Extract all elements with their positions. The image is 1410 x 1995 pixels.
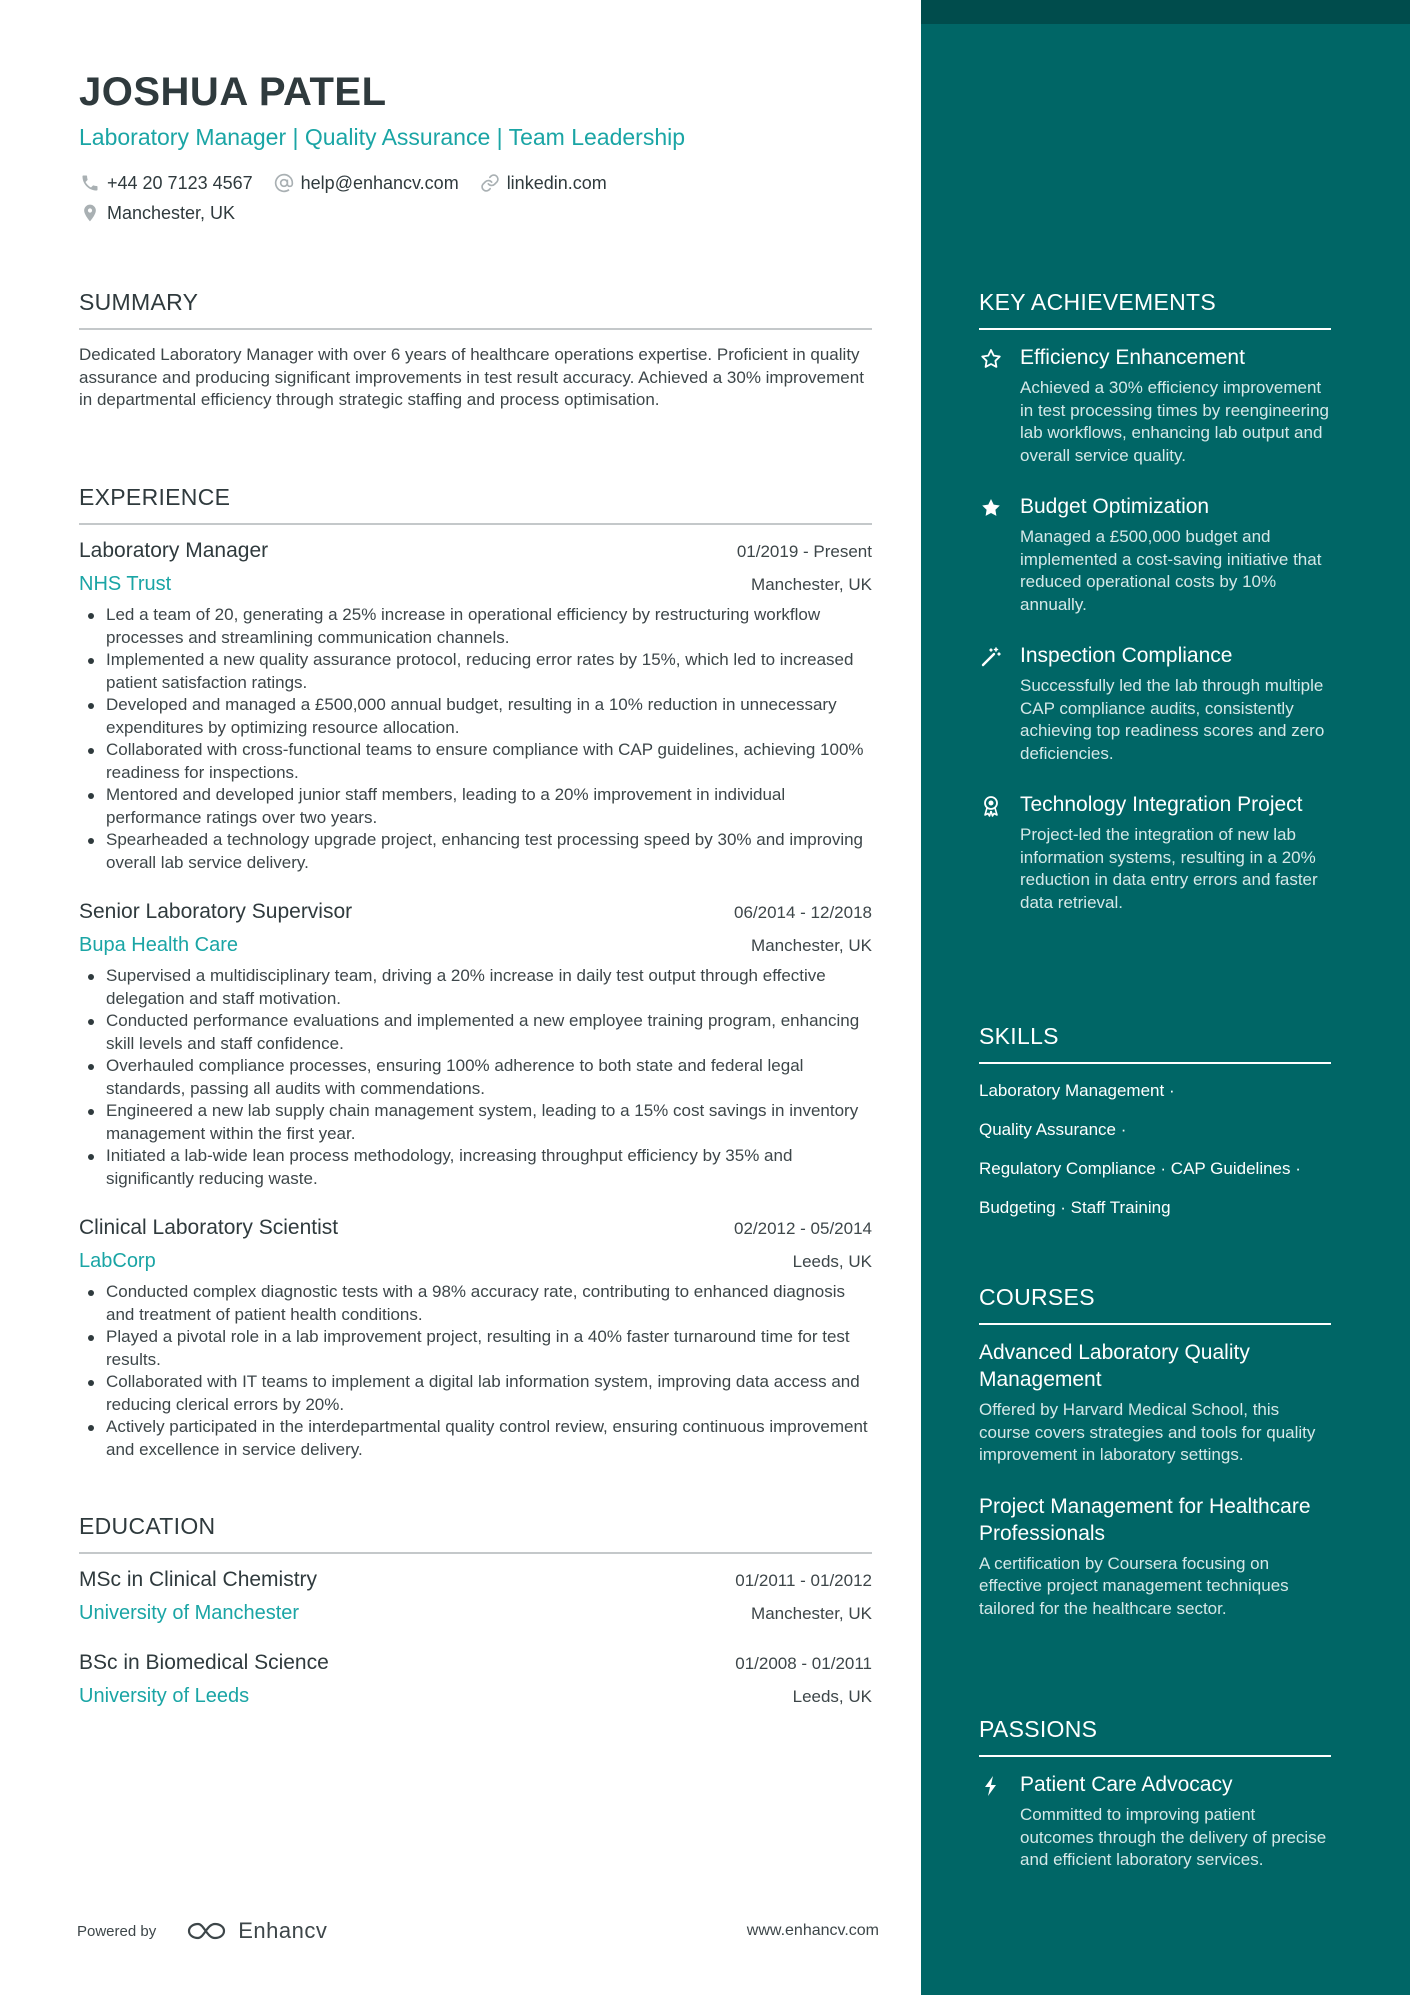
passion-title: Patient Care Advocacy bbox=[1020, 1773, 1233, 1796]
course-title: Advanced Laboratory Quality Management bbox=[979, 1341, 1250, 1391]
achievement-desc: Managed a £500,000 budget and implemented a cost-saving initiative that reduced operational costs by 10% annually. bbox=[1020, 527, 1322, 614]
linkedin-text: linkedin.com bbox=[506, 172, 607, 193]
passion-item bbox=[979, 1771, 1331, 1872]
phone-item[interactable] bbox=[79, 172, 253, 194]
achievement-title: Efficiency Enhancement bbox=[1020, 346, 1245, 369]
link-icon bbox=[479, 172, 501, 194]
bullet-item: Engineered a new lab supply chain management system, leading to a 15% cost savings in inventory management within the first year. bbox=[79, 1100, 872, 1145]
job-entry bbox=[79, 900, 872, 1190]
degree: BSc in Biomedical Science bbox=[79, 1651, 329, 1674]
website-link[interactable]: www.enhancv.com bbox=[746, 1922, 879, 1939]
job-location: Leeds, UK bbox=[792, 1252, 872, 1271]
bullet-item: Spearheaded a technology upgrade project, enhancing test processing speed by 30% and improving overall lab service delivery. bbox=[79, 829, 872, 874]
star-outline-icon bbox=[979, 347, 1003, 371]
at-sign-icon bbox=[273, 172, 295, 194]
job-date: 06/2014 - 12/2018 bbox=[733, 903, 872, 922]
skills-list bbox=[979, 1080, 1331, 1219]
bullet-item: Conducted performance evaluations and implemented a new employee training program, enhancing skill levels and staff confidence. bbox=[79, 1010, 872, 1055]
job-company: LabCorp bbox=[79, 1250, 156, 1272]
achievement-item bbox=[979, 493, 1331, 616]
skill-line: Laboratory Management · bbox=[979, 1081, 1175, 1100]
education-entry bbox=[79, 1568, 872, 1625]
candidate-name: JOSHUA PATEL bbox=[79, 70, 387, 114]
job-title: Laboratory Manager bbox=[79, 539, 269, 562]
enhancv-logo[interactable] bbox=[184, 1918, 327, 1944]
skill-line: Regulatory Compliance · CAP Guidelines · bbox=[979, 1159, 1301, 1178]
courses-title: COURSES bbox=[979, 1284, 1331, 1325]
education-date: 01/2011 - 01/2012 bbox=[735, 1571, 872, 1590]
lightning-icon bbox=[979, 1774, 1003, 1798]
bullet-item: Collaborated with IT teams to implement a digital lab information system, improving data access and reducing clerical errors by 20%. bbox=[79, 1371, 872, 1416]
location-pin-icon bbox=[79, 202, 101, 224]
education-location: Manchester, UK bbox=[751, 1604, 872, 1623]
contact-info bbox=[79, 171, 627, 231]
job-title: Senior Laboratory Supervisor bbox=[79, 900, 353, 923]
job-entry bbox=[79, 539, 872, 874]
footer bbox=[77, 1916, 879, 1946]
skills-section bbox=[979, 1023, 1331, 1236]
achievement-item bbox=[979, 344, 1331, 467]
star-filled-icon bbox=[979, 496, 1003, 520]
job-entry bbox=[79, 1216, 872, 1461]
summary-title: SUMMARY bbox=[79, 289, 872, 330]
school: University of Manchester bbox=[79, 1602, 300, 1624]
experience-section bbox=[79, 484, 872, 1461]
headline: Laboratory Manager | Quality Assurance | Team Leadership bbox=[79, 124, 686, 150]
job-date: 02/2012 - 05/2014 bbox=[733, 1219, 872, 1238]
linkedin-item[interactable] bbox=[479, 172, 607, 194]
bullet-item: Overhauled compliance processes, ensuring 100% adherence to both state and federal legal standards, passing all audits with commendations. bbox=[79, 1055, 872, 1100]
bullet-item: Led a team of 20, generating a 25% increase in operational efficiency by restructuring workflow processes and streamlining communication channels. bbox=[79, 604, 872, 649]
courses-section bbox=[979, 1284, 1331, 1620]
job-location: Manchester, UK bbox=[751, 575, 872, 594]
enhancv-logo-text: Enhancv bbox=[238, 1918, 328, 1943]
bullet-item: Actively participated in the interdepartmental quality control review, ensuring continuous improvement and excellence in service delivery. bbox=[79, 1416, 872, 1461]
bullet-item: Mentored and developed junior staff members, leading to a 20% improvement in individual performance ratings over two years. bbox=[79, 784, 872, 829]
summary-text: Dedicated Laboratory Manager with over 6 years of healthcare operations expertise. Proficient in quality assurance and producing significant improvements in test result accuracy. Achieved a 30% improvement in departmental efficiency through strategic staffing and process optimisation. bbox=[79, 345, 864, 409]
job-bullets bbox=[79, 604, 872, 874]
achievement-title: Inspection Compliance bbox=[1020, 644, 1233, 667]
passions-title: PASSIONS bbox=[979, 1716, 1331, 1757]
sidebar-top-band bbox=[921, 0, 1410, 24]
school: University of Leeds bbox=[79, 1685, 250, 1707]
achievement-desc: Project-led the integration of new lab information systems, resulting in a 20% reduction in data entry errors and faster data retrieval. bbox=[1020, 825, 1318, 912]
achievement-item bbox=[979, 642, 1331, 765]
location-text: Manchester, UK bbox=[107, 202, 236, 223]
job-company: NHS Trust bbox=[79, 573, 172, 595]
bullet-item: Developed and managed a £500,000 annual budget, resulting in a 10% reduction in unnecessary expenditures by optimizing resource allocation. bbox=[79, 694, 872, 739]
education-date: 01/2008 - 01/2011 bbox=[735, 1654, 872, 1673]
degree: MSc in Clinical Chemistry bbox=[79, 1568, 318, 1591]
job-title: Clinical Laboratory Scientist bbox=[79, 1216, 339, 1239]
bullet-item: Implemented a new quality assurance protocol, reducing error rates by 15%, which led to increased patient satisfaction ratings. bbox=[79, 649, 872, 694]
phone-text: +44 20 7123 4567 bbox=[107, 172, 253, 193]
powered-by-text: Powered by bbox=[77, 1922, 157, 1940]
achievements-title: KEY ACHIEVEMENTS bbox=[979, 289, 1331, 330]
skill-line: Budgeting · Staff Training bbox=[979, 1198, 1171, 1217]
award-ribbon-icon bbox=[979, 794, 1003, 818]
skill-line: Quality Assurance · bbox=[979, 1120, 1127, 1139]
achievement-title: Technology Integration Project bbox=[1020, 793, 1303, 816]
course-title: Project Management for Healthcare Professionals bbox=[979, 1494, 1311, 1545]
job-bullets bbox=[79, 1281, 872, 1461]
job-company: Bupa Health Care bbox=[79, 934, 238, 956]
bullet-item: Conducted complex diagnostic tests with a 98% accuracy rate, contributing to enhanced diagnosis and treatment of patient health conditions. bbox=[79, 1281, 872, 1326]
skills-title: SKILLS bbox=[979, 1023, 1331, 1064]
passion-desc: Committed to improving patient outcomes through the delivery of precise and efficient laboratory services. bbox=[1020, 1805, 1327, 1869]
job-date: 01/2019 - Present bbox=[736, 542, 872, 561]
location-item bbox=[79, 202, 235, 224]
achievement-desc: Successfully led the lab through multiple CAP compliance audits, consistently achieving top readiness scores and zero deficiencies. bbox=[1020, 676, 1325, 763]
summary-section bbox=[79, 289, 872, 412]
phone-icon bbox=[79, 172, 101, 194]
job-location: Manchester, UK bbox=[751, 936, 872, 955]
email-item[interactable] bbox=[273, 172, 459, 194]
bullet-item: Supervised a multidisciplinary team, driving a 20% increase in daily test output through effective delegation and staff motivation. bbox=[79, 965, 872, 1010]
passions-section bbox=[979, 1716, 1331, 1872]
course-item bbox=[979, 1339, 1331, 1467]
bullet-item: Initiated a lab-wide lean process methodology, increasing throughput efficiency by 35% and significantly reducing waste. bbox=[79, 1145, 872, 1190]
enhancv-logo-icon bbox=[184, 1919, 230, 1943]
course-item bbox=[979, 1493, 1331, 1621]
education-section bbox=[79, 1513, 872, 1708]
achievements-section bbox=[979, 289, 1331, 914]
job-bullets bbox=[79, 965, 872, 1190]
education-entry bbox=[79, 1651, 872, 1708]
bullet-item: Collaborated with cross-functional teams to ensure compliance with CAP guidelines, achieving 100% readiness for inspections. bbox=[79, 739, 872, 784]
achievement-title: Budget Optimization bbox=[1020, 495, 1210, 518]
education-location: Leeds, UK bbox=[792, 1687, 872, 1706]
experience-title: EXPERIENCE bbox=[79, 484, 872, 525]
magic-wand-icon bbox=[979, 645, 1003, 669]
course-desc: Offered by Harvard Medical School, this course covers strategies and tools for quality improvement in laboratory settings. bbox=[979, 1400, 1316, 1464]
achievement-desc: Achieved a 30% efficiency improvement in test processing times by reengineering lab workflows, enhancing lab output and overall service quality. bbox=[1020, 378, 1329, 465]
email-text: help@enhancv.com bbox=[300, 172, 459, 193]
bullet-item: Played a pivotal role in a lab improvement project, resulting in a 40% faster turnaround time for test results. bbox=[79, 1326, 872, 1371]
achievement-item bbox=[979, 791, 1331, 914]
course-desc: A certification by Coursera focusing on effective project management techniques tailored for the healthcare sector. bbox=[979, 1553, 1289, 1618]
education-title: EDUCATION bbox=[79, 1513, 872, 1554]
